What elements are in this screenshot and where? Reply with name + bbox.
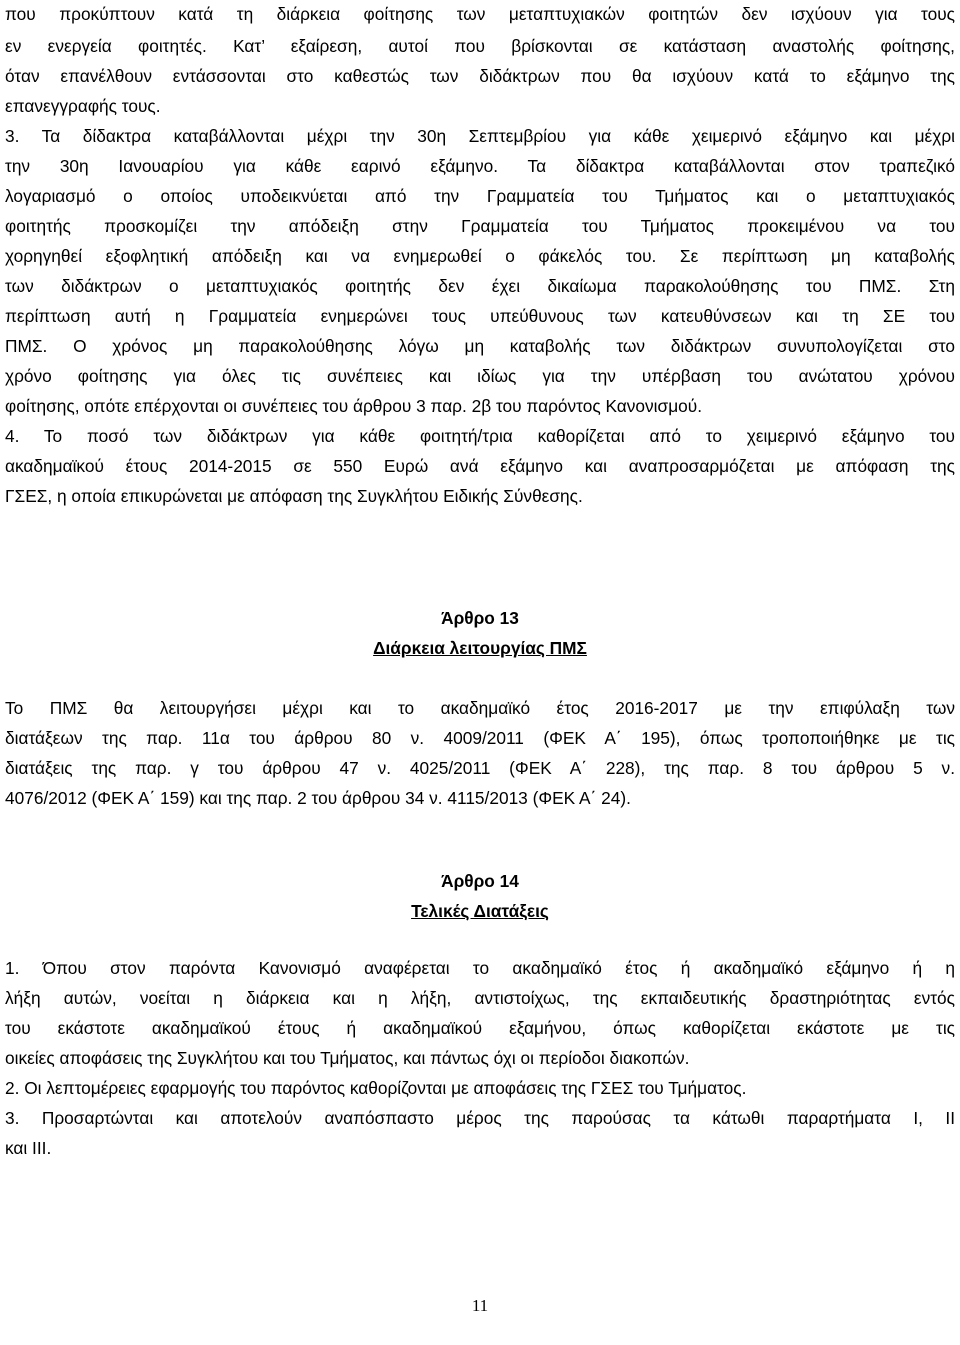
paragraph-line: 2. Οι λεπτομέρειες εφαρμογής του παρόντος καθορίζονται με αποφάσεις της ΓΣΕΣ του Τμήματος.: [5, 1078, 747, 1098]
paragraph-line: χορηγηθεί εξοφλητική απόδειξη και να ενημερωθεί ο φάκελός του. Σε περίπτωση μη καταβολής: [5, 246, 955, 266]
article-14-number: Άρθρο 14: [441, 871, 519, 891]
page-number: 11: [471, 1296, 489, 1315]
paragraph-line: επανεγγραφής τους.: [5, 96, 161, 116]
paragraph-line: των διδάκτρων ο μεταπτυχιακός φοιτητής δεν έχει δικαίωμα παρακολούθησης του ΠΜΣ. Στη: [5, 276, 955, 296]
paragraph-line: φοίτησης, οπότε επέρχονται οι συνέπειες του άρθρου 3 παρ. 2β του παρόντος Κανονισμού.: [5, 396, 703, 416]
paragraph-line: οικείες αποφάσεις της Συγκλήτου και του Τμήματος, και πάντως όχι οι περίοδοι διακοπών.: [5, 1048, 690, 1068]
paragraph-line: λογαριασμό ο οποίος υποδεικνύεται από την Γραμματεία του Τμήματος και ο μεταπτυχιακός: [5, 186, 955, 206]
paragraph-line: φοιτητής προσκομίζει την απόδειξη στην Γραμματεία του Τμήματος προκειμένου να του: [5, 216, 955, 236]
article-14-title: Τελικές Διατάξεις: [411, 901, 549, 921]
paragraph-line: χρόνο φοίτησης για όλες τις συνέπειες και ιδίως για την υπέρβαση του ανώτατου χρόνου: [5, 366, 955, 386]
paragraph-line: περίπτωση αυτή η Γραμματεία ενημερώνει τους υπεύθυνους των κατευθύνσεων και τη ΣΕ του: [5, 306, 955, 326]
paragraph-line: 4076/2012 (ΦΕΚ Α΄ 159) και της παρ. 2 του άρθρου 34 ν. 4115/2013 (ΦΕΚ Α΄ 24).: [5, 788, 631, 808]
paragraph-line: διατάξεων της παρ. 11α του άρθρου 80 ν. 4009/2011 (ΦΕΚ Α΄ 195), όπως τροποποιήθηκε με τις: [5, 728, 955, 748]
paragraph-line: διατάξεις της παρ. γ του άρθρου 47 ν. 4025/2011 (ΦΕΚ Α΄ 228), της παρ. 8 του άρθρου 5 ν.: [5, 758, 955, 778]
paragraph-line: που προκύπτουν κατά τη διάρκεια φοίτησης των μεταπτυχιακών φοιτητών δεν ισχύουν για τους: [5, 4, 955, 24]
paragraph-line: 4. Το ποσό των διδάκτρων για κάθε φοιτητή/τρια καθορίζεται από το χειμερινό εξάμηνο του: [5, 426, 955, 446]
article-13-number: Άρθρο 13: [441, 608, 519, 628]
paragraph-line: ΓΣΕΣ, η οποία επικυρώνεται με απόφαση της Συγκλήτου Ειδικής Σύνθεσης.: [5, 486, 583, 506]
paragraph-line: λήξη αυτών, νοείται η διάρκεια και η λήξη, αντιστοίχως, της εκπαιδευτικής δραστηριότητας εντός: [5, 988, 955, 1008]
paragraph-line: 3. Προσαρτώνται και αποτελούν αναπόσπαστο μέρος της παρούσας τα κάτωθι παραρτήματα Ι, ΙΙ: [5, 1108, 955, 1128]
paragraph-line: την 30η Ιανουαρίου για κάθε εαρινό εξάμηνο. Τα δίδακτρα καταβάλλονται στον τραπεζικό: [5, 156, 955, 176]
article-13-title: Διάρκεια λειτουργίας ΠΜΣ: [373, 638, 587, 658]
paragraph-line: όταν επανέλθουν εντάσσονται στο καθεστώς των διδάκτρων που θα ισχύουν κατά το εξάμηνο της: [5, 66, 955, 86]
paragraph-line: και ΙΙΙ.: [5, 1138, 52, 1158]
paragraph-line: ακαδημαϊκού έτους 2014-2015 σε 550 Ευρώ ανά εξάμηνο και αναπροσαρμόζεται με απόφαση της: [5, 456, 955, 476]
paragraph-line: Το ΠΜΣ θα λειτουργήσει μέχρι και το ακαδημαϊκό έτος 2016-2017 με την επιφύλαξη των: [5, 698, 955, 718]
paragraph-line: 3. Τα δίδακτρα καταβάλλονται μέχρι την 30η Σεπτεμβρίου για κάθε χειμερινό εξάμηνο και μέχρι: [5, 126, 955, 146]
paragraph-line: ΠΜΣ. Ο χρόνος μη παρακολούθησης λόγω μη καταβολής των διδάκτρων συνυπολογίζεται στο: [5, 336, 955, 356]
paragraph-line: εν ενεργεία φοιτητές. Κατ’ εξαίρεση, αυτοί που βρίσκονται σε κατάσταση αναστολής φοίτησης,: [5, 36, 955, 56]
paragraph-line: 1. Όπου στον παρόντα Κανονισμό αναφέρεται το ακαδημαϊκό έτος ή ακαδημαϊκό εξάμηνο ή η: [5, 958, 955, 978]
paragraph-line: του εκάστοτε ακαδημαϊκού έτους ή ακαδημαϊκού εξαμήνου, όπως καθορίζεται εκάστοτε με τις: [5, 1018, 955, 1038]
